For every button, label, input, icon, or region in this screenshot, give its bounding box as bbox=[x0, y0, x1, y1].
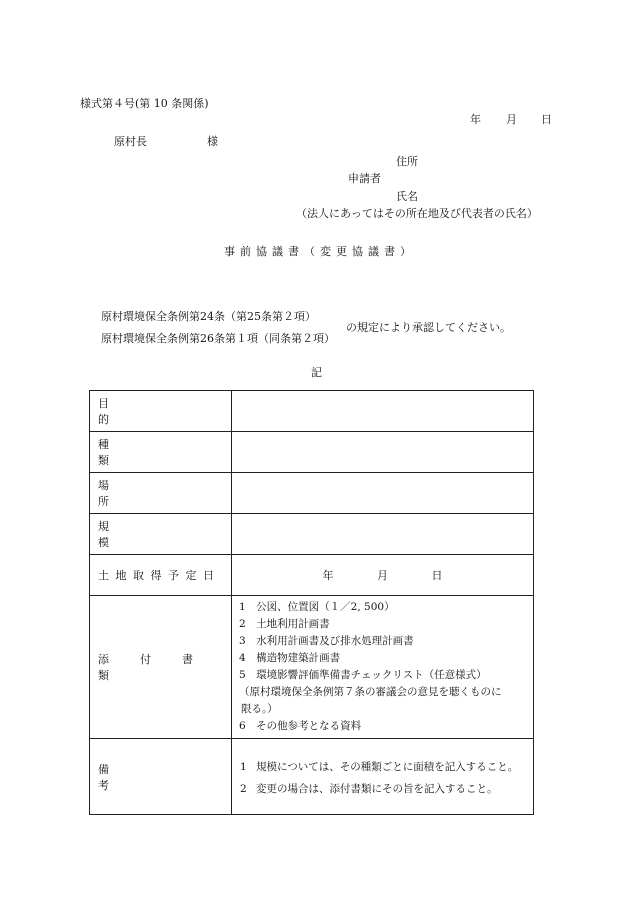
body-line-2: 原村環境保全条例第26条第１項（同条第２項） bbox=[101, 332, 335, 345]
acquisition-date-cell[interactable] bbox=[232, 555, 534, 596]
attachments-list bbox=[232, 596, 533, 738]
type-label-text: 種類 bbox=[98, 438, 207, 467]
remark-item bbox=[240, 778, 527, 800]
scale-label-text: 規模 bbox=[98, 520, 207, 549]
acquisition-month: 月 bbox=[377, 569, 388, 582]
row-purpose bbox=[90, 391, 534, 432]
date-day-label: 日 bbox=[541, 113, 552, 126]
row-remarks bbox=[90, 739, 534, 815]
remarks-cell bbox=[232, 739, 534, 815]
document-title: 事前協議書（変更協議書） bbox=[224, 245, 416, 258]
type-value-cell[interactable] bbox=[232, 432, 534, 473]
attachment-item: 3 水利用計画書及び排水処理計画書 bbox=[239, 635, 414, 647]
purpose-label-text: 目的 bbox=[98, 397, 207, 426]
remarks-label-text: 備考 bbox=[98, 762, 207, 792]
name-label: 氏名 bbox=[396, 190, 418, 203]
acquisition-label-cell bbox=[90, 555, 232, 596]
remarks-label-cell bbox=[90, 739, 232, 815]
form-number: 様式第４号(第 10 条関係) bbox=[80, 97, 209, 110]
acquisition-year: 年 bbox=[322, 569, 334, 582]
row-location bbox=[90, 473, 534, 514]
attachments-cell bbox=[232, 596, 534, 739]
form-table bbox=[89, 390, 534, 815]
acquisition-label bbox=[90, 567, 231, 583]
attachments-label bbox=[90, 651, 231, 683]
attachment-item: 1 公図、位置図（１／2, 500） bbox=[239, 601, 395, 613]
purpose-label bbox=[90, 395, 231, 427]
acquisition-day: 日 bbox=[431, 569, 443, 582]
addressee-name: 原村長 bbox=[114, 135, 147, 148]
ki-heading: 記 bbox=[311, 366, 322, 379]
remark-item bbox=[240, 756, 527, 778]
purpose-label-cell bbox=[90, 391, 232, 432]
scale-label bbox=[90, 518, 231, 550]
scale-value-cell[interactable] bbox=[232, 514, 534, 555]
addressee-honorific: 様 bbox=[207, 135, 218, 148]
type-label-cell bbox=[90, 432, 232, 473]
type-label bbox=[90, 436, 231, 468]
attachment-item: （原村環境保全条例第７条の審議会の意見を聴くものに bbox=[239, 686, 502, 698]
remarks-list bbox=[232, 748, 533, 806]
date-year-label: 年 bbox=[470, 113, 481, 126]
attachments-label-text: 添付書類 bbox=[98, 653, 224, 682]
attachment-item: 5 環境影響評価準備書チェックリスト（任意様式） bbox=[239, 669, 487, 681]
attachment-item: 2 土地利用計画書 bbox=[239, 618, 330, 630]
row-acquisition bbox=[90, 555, 534, 596]
remark-text: 規模については、その種類ごとに面積を記入すること。 bbox=[256, 760, 519, 773]
row-type bbox=[90, 432, 534, 473]
remark-text: 変更の場合は、添付書類にその旨を記入すること。 bbox=[256, 782, 498, 795]
date-month-label: 月 bbox=[506, 113, 517, 126]
body-suffix: の規定により承認してください。 bbox=[346, 321, 511, 334]
row-attachments bbox=[90, 596, 534, 739]
attachments-label-cell bbox=[90, 596, 232, 739]
remark-number: 2 bbox=[240, 782, 247, 795]
scale-label-cell bbox=[90, 514, 232, 555]
body-line-1: 原村環境保全条例第24条（第25条第２項） bbox=[101, 310, 316, 323]
applicant-note: （法人にあってはその所在地及び代表者の氏名） bbox=[296, 207, 538, 220]
location-label-text: 場所 bbox=[98, 479, 207, 508]
address-label: 住所 bbox=[396, 155, 418, 168]
acquisition-label-text: 土地取得予定日 bbox=[98, 569, 221, 582]
location-label-cell bbox=[90, 473, 232, 514]
purpose-value-cell[interactable] bbox=[232, 391, 534, 432]
applicant-label: 申請者 bbox=[348, 172, 381, 185]
remarks-label bbox=[90, 761, 231, 793]
location-value-cell[interactable] bbox=[232, 473, 534, 514]
attachment-item: 6 その他参考となる資料 bbox=[239, 720, 362, 732]
remark-number: 1 bbox=[240, 760, 247, 773]
row-scale bbox=[90, 514, 534, 555]
attachment-item: 4 構造物建築計画書 bbox=[239, 652, 341, 664]
location-label bbox=[90, 477, 231, 509]
attachment-item: 限る。） bbox=[241, 703, 278, 715]
